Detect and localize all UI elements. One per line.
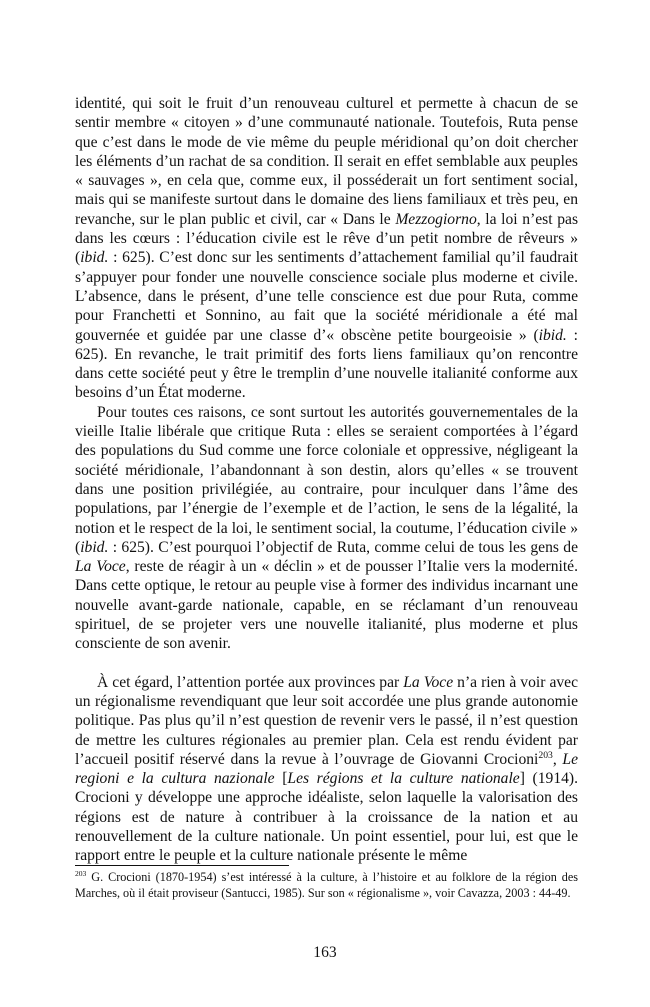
text-run: À cet égard, l’attention portée aux provinces par xyxy=(97,673,404,691)
paragraph-1 xyxy=(75,94,578,403)
italic-text: ibid. xyxy=(80,538,109,556)
footnote-reference: 203 xyxy=(538,749,553,761)
italic-text: ibid. xyxy=(538,326,567,344)
italic-text: ibid. xyxy=(80,249,109,267)
text-run: , la loi n’est pas dans les cœurs : l’éducation civile est le rêve d’un petit nombre de rêveurs » ( xyxy=(75,210,579,267)
footnote-separator xyxy=(75,865,289,866)
text-run: ] (1914). Crocioni y développe une approche idéaliste, selon laquelle la valorisation des régions est de nature à contribuer à la croissance de la nation et au renouvellement de la culture nationale. Un point essentiel, pour lui, est que le rapport entre le peuple et la culture nationale présente le même xyxy=(75,770,578,865)
italic-text: La Voce xyxy=(75,558,126,576)
text-run: n’a rien à voir avec un régionalisme revendiquant que leur soit accordée une plus grande autonomie politique. Pas plus qu’il n’est question de revenir vers le passé, il n’est question de mettre les cultures régionales au premier plan. Cela est rendu évident par l’accueil positif réservé dans la revue à l’ouvrage de Giovanni Crocioni xyxy=(75,673,579,768)
italic-text: Les régions et la culture nationale xyxy=(287,770,520,788)
text-run: Pour toutes ces raisons, ce sont surtout les autorités gouvernementales de la vieille Italie libérale que critique Ruta : elles se seraient comportées à l’égard des populations du Sud comme une force coloniale et oppressive, négligeant la société méridionale, l’abandonnant à son destin, alors qu’elles « se trouvent dans une position privilégiée, au contraire, pour inculquer dans l’âme des populations, par l’énergie de l’exemple et de l’action, le sens de la légalité, la notion et le respect de la loi, le sentiment social, la coutume, l’éducation civile » ( xyxy=(75,403,578,556)
text-run: [ xyxy=(274,770,288,788)
text-run: : 625). C’est donc sur les sentiments d’attachement familial qu’il faudrait s’appuyer pour fonder une nouvelle conscience sociale plus moderne et civile. L’absence, dans le présent, d’une telle conscience est due pour Ruta, comme pour Franchetti et Sonnino, au fait que la société méridionale a été mal gouvernée et guidée par une classe d’« obscène petite bourgeoisie » ( xyxy=(75,249,578,344)
italic-text: La Voce xyxy=(403,673,454,691)
paragraph-2 xyxy=(75,403,578,654)
text-run: , xyxy=(552,750,563,768)
text-run: , reste de réagir à un « déclin » et de pousser l’Italie vers la modernité. Dans cette optique, le retour au peuple vise à former des individus incarnant une nouvelle avant-garde nationale, capable, en se réclamant d’un renouveau spirituel, de se projeter vers une nouvelle italianité, plus moderne et plus consciente de son avenir. xyxy=(75,558,578,653)
italic-text: Le regioni e la cultura nazionale xyxy=(75,750,579,788)
text-run: identité, qui soit le fruit d’un renouveau culturel et permette à chacun de se sentir membre « citoyen » d’une communauté nationale. Toutefois, Ruta pense que c’est dans le mode de vie même du peuple méridional qu’on doit chercher les éléments d’un rachat de sa condition. Il serait en effet semblable aux peuples « sauvages », en cela que, comme eux, il posséderait un fort sentiment social, mais qui se manifeste surtout dans le domaine des liens familiaux et très peu, en revanche, sur le plan public et civil, car « Dans le xyxy=(75,95,578,228)
footnote-number: 203 xyxy=(75,868,87,878)
text-run: : 625). C’est pourquoi l’objectif de Ruta, comme celui de tous les gens de xyxy=(108,538,578,556)
footnote-text: G. Crocioni (1870-1954) s’est intéressé à la culture, à l’histoire et au folklore de la région des Marches, où il était proviseur (Santucci, 1985). Sur son « régionalisme », voir Cavazza, 2003 : 44-49. xyxy=(75,870,578,900)
paragraph-3 xyxy=(75,673,578,866)
text-run: : 625). En revanche, le trait primitif des forts liens familiaux qu’on rencontre dans cette société peut y être le tremplin d’une nouvelle italianité conforme aux besoins d’un État moderne. xyxy=(75,326,578,402)
page-number: 163 xyxy=(313,944,337,961)
main-text xyxy=(75,94,578,866)
footnote xyxy=(75,870,578,901)
italic-text: Mezzogiorno xyxy=(395,210,477,228)
